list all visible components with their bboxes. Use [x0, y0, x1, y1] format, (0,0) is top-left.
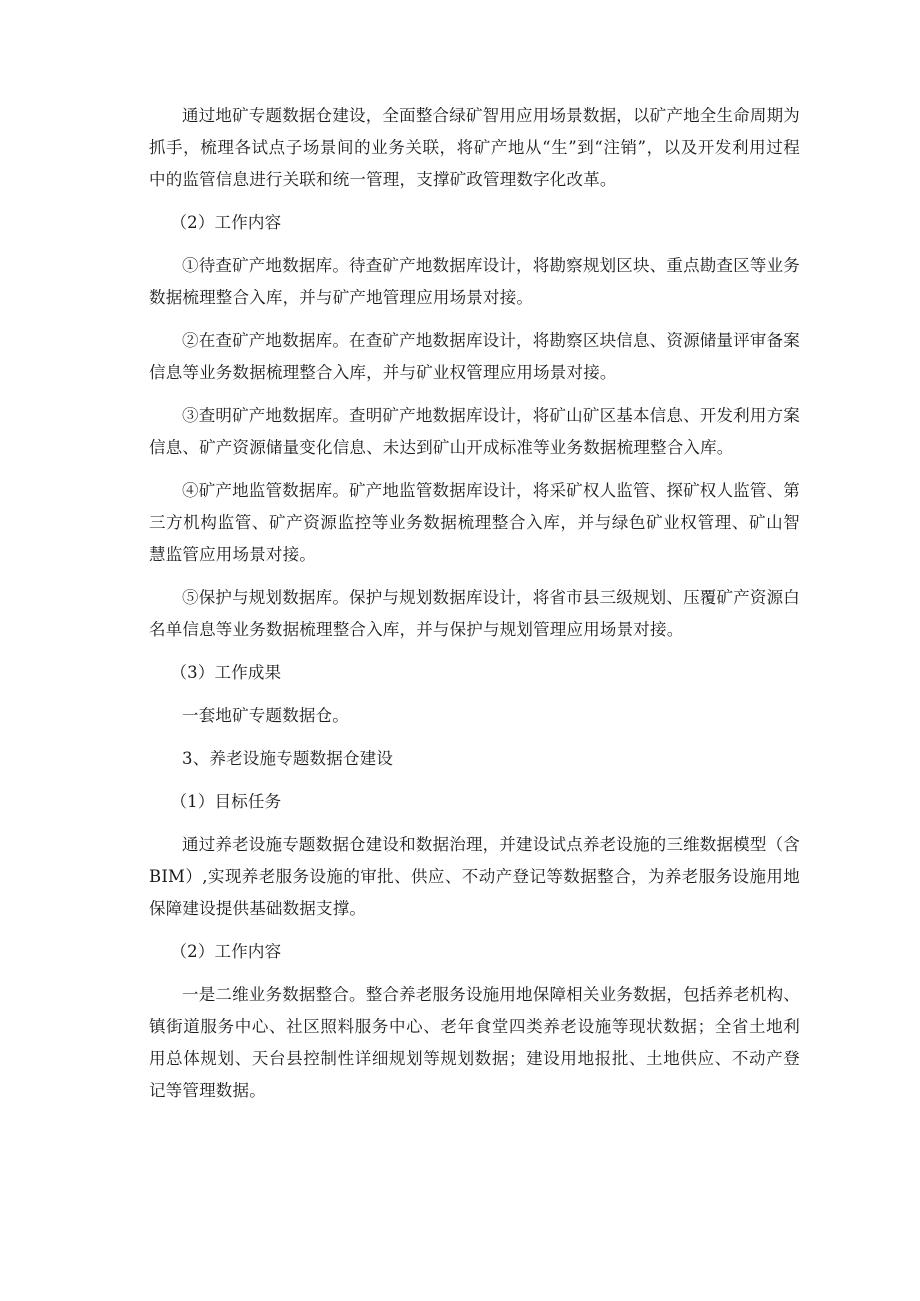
document-page [149, 100, 800, 1118]
heading-work-results: （3）工作成果 [170, 663, 282, 682]
paragraph-item-2: ②在查矿产地数据库。在查矿产地数据库设计，将勘察区块信息、资源储量评审备案信息等业务数据梳理整合入库，并与矿业权管理应用场景对接。 [149, 331, 800, 382]
paragraph-item-1: ①待查矿产地数据库。待查矿产地数据库设计，将勘察规划区块、重点勘查区等业务数据梳理整合入库，并与矿产地管理应用场景对接。 [149, 256, 800, 307]
heading-target-task: （1）目标任务 [170, 792, 282, 811]
heading-work-content-2: （2）工作内容 [170, 942, 282, 961]
paragraph-item-3: ③查明矿产地数据库。查明矿产地数据库设计，将矿山矿区基本信息、开发利用方案信息、矿产资源储量变化信息、未达到矿山开成标准等业务数据梳理整合入库。 [149, 406, 800, 457]
paragraph-target-task: 通过养老设施专题数据仓建设和数据治理，并建设试点养老设施的三维数据模型（含BIM）,实现养老服务设施的审批、供应、不动产登记等数据整合，为养老服务设施用地保障建设提供基础数据支撑。 [149, 835, 800, 918]
section-heading-elderly-facilities: 3、养老设施专题数据仓建设 [182, 749, 394, 768]
heading-work-content: （2）工作内容 [170, 213, 282, 232]
paragraph-item-5: ⑤保护与规划数据库。保护与规划数据库设计，将省市县三级规划、压覆矿产资源白名单信息等业务数据梳理整合入库，并与保护与规划管理应用场景对接。 [149, 588, 800, 639]
paragraph-results: 一套地矿专题数据仓。 [182, 706, 349, 725]
paragraph-item-4: ④矿产地监管数据库。矿产地监管数据库设计，将采矿权人监管、探矿权人监管、第三方机构监管、矿产资源监控等业务数据梳理整合入库，并与绿色矿业权管理、矿山智慧监管应用场景对接。 [149, 481, 800, 564]
paragraph-goal-summary: 通过地矿专题数据仓建设，全面整合绿矿智用应用场景数据，以矿产地全生命周期为抓手，梳理各试点子场景间的业务关联，将矿产地从“生”到“注销”，以及开发利用过程中的监管信息进行关联和统一管理，支撑矿政管理数字化改革。 [149, 106, 800, 189]
paragraph-2d-data-integration: 一是二维业务数据整合。整合养老服务设施用地保障相关业务数据，包括养老机构、镇街道服务中心、社区照料服务中心、老年食堂四类养老设施等现状数据；全省土地利用总体规划、天台县控制性详细规划等规划数据；建设用地报批、土地供应、不动产登记等管理数据。 [149, 985, 800, 1100]
